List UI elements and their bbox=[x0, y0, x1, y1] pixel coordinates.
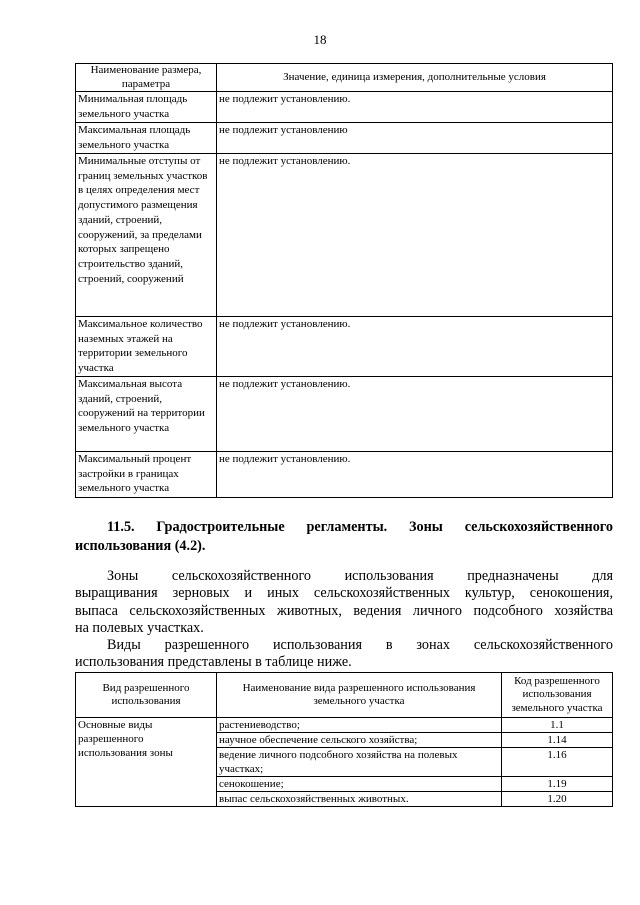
paragraph-line: Виды разрешенного использования в зонах сельскохозяйственного bbox=[107, 637, 613, 653]
table-row bbox=[76, 154, 613, 317]
column-header: Вид разрешенного использования bbox=[76, 673, 217, 718]
paragraph-line: выпаса сельскохозяйственных животных, ведения личного подсобного хозяйства bbox=[75, 602, 613, 619]
permitted-use-table bbox=[75, 672, 613, 807]
value-cell: не подлежит установлению. bbox=[217, 452, 613, 498]
page-number: 18 bbox=[313, 32, 327, 47]
param-cell: Максимальная площадь земельного участка bbox=[76, 123, 217, 154]
param-cell: Максимальная высота зданий, строений, сооружений на территории земельного участка bbox=[76, 377, 217, 452]
use-name-cell: ведение личного подсобного хозяйства на полевых участках; bbox=[217, 748, 502, 777]
use-code-cell: 1.16 bbox=[502, 748, 613, 777]
param-cell: Минимальные отступы от границ земельных участков в целях определения мест допустимого размещения зданий, строений, сооружений, за пределами которых запрещено строительство зданий, строений, сооружений bbox=[76, 154, 217, 317]
value-cell: не подлежит установлению. bbox=[217, 92, 613, 123]
column-header: Наименование размера, параметра bbox=[76, 64, 217, 92]
value-cell: не подлежит установлению. bbox=[217, 317, 613, 377]
paragraph-line: использования представлены в таблице ниже. bbox=[75, 654, 352, 671]
parameters-table bbox=[75, 63, 613, 498]
table-header-row bbox=[76, 673, 613, 718]
column-header: Код разрешенного использования земельного участка bbox=[502, 673, 613, 718]
column-header: Наименование вида разрешенного использования земельного участка bbox=[217, 673, 502, 718]
use-code-cell: 1.14 bbox=[502, 733, 613, 748]
table-row bbox=[76, 377, 613, 452]
param-cell: Минимальная площадь земельного участка bbox=[76, 92, 217, 123]
permitted-use-intro bbox=[75, 637, 613, 672]
value-cell: не подлежит установлению. bbox=[217, 154, 613, 317]
table-row bbox=[76, 123, 613, 154]
use-code-cell: 1.1 bbox=[502, 718, 613, 733]
table-row bbox=[76, 718, 613, 733]
param-cell: Максимальный процент застройки в границах земельного участка bbox=[76, 452, 217, 498]
use-code-cell: 1.19 bbox=[502, 777, 613, 792]
use-name-cell: сенокошение; bbox=[217, 777, 502, 792]
paragraph-line: на полевых участках. bbox=[75, 619, 204, 636]
paragraph-line: выращивания зерновых и иных сельскохозяйственных культур, сенокошения, bbox=[75, 585, 613, 602]
table-row bbox=[76, 452, 613, 498]
group-label-cell: Основные виды разрешенного использования зоны bbox=[76, 718, 217, 807]
table-header-row bbox=[76, 64, 613, 92]
heading-line: использования (4.2). bbox=[75, 538, 206, 554]
table-row bbox=[76, 317, 613, 377]
column-header: Значение, единица измерения, дополнительные условия bbox=[217, 64, 613, 92]
section-heading bbox=[75, 518, 613, 556]
value-cell: не подлежит установлению. bbox=[217, 377, 613, 452]
value-cell: не подлежит установлению bbox=[217, 123, 613, 154]
use-code-cell: 1.20 bbox=[502, 792, 613, 807]
paragraph-line: Зоны сельскохозяйственного использования предназначены для bbox=[107, 568, 613, 584]
table-row bbox=[76, 92, 613, 123]
zone-purpose-paragraph bbox=[75, 568, 613, 637]
use-name-cell: растениеводство; bbox=[217, 718, 502, 733]
param-cell: Максимальное количество наземных этажей на территории земельного участка bbox=[76, 317, 217, 377]
use-name-cell: научное обеспечение сельского хозяйства; bbox=[217, 733, 502, 748]
use-name-cell: выпас сельскохозяйственных животных. bbox=[217, 792, 502, 807]
heading-line: 11.5. Градостроительные регламенты. Зоны сельскохозяйственного bbox=[107, 519, 613, 535]
